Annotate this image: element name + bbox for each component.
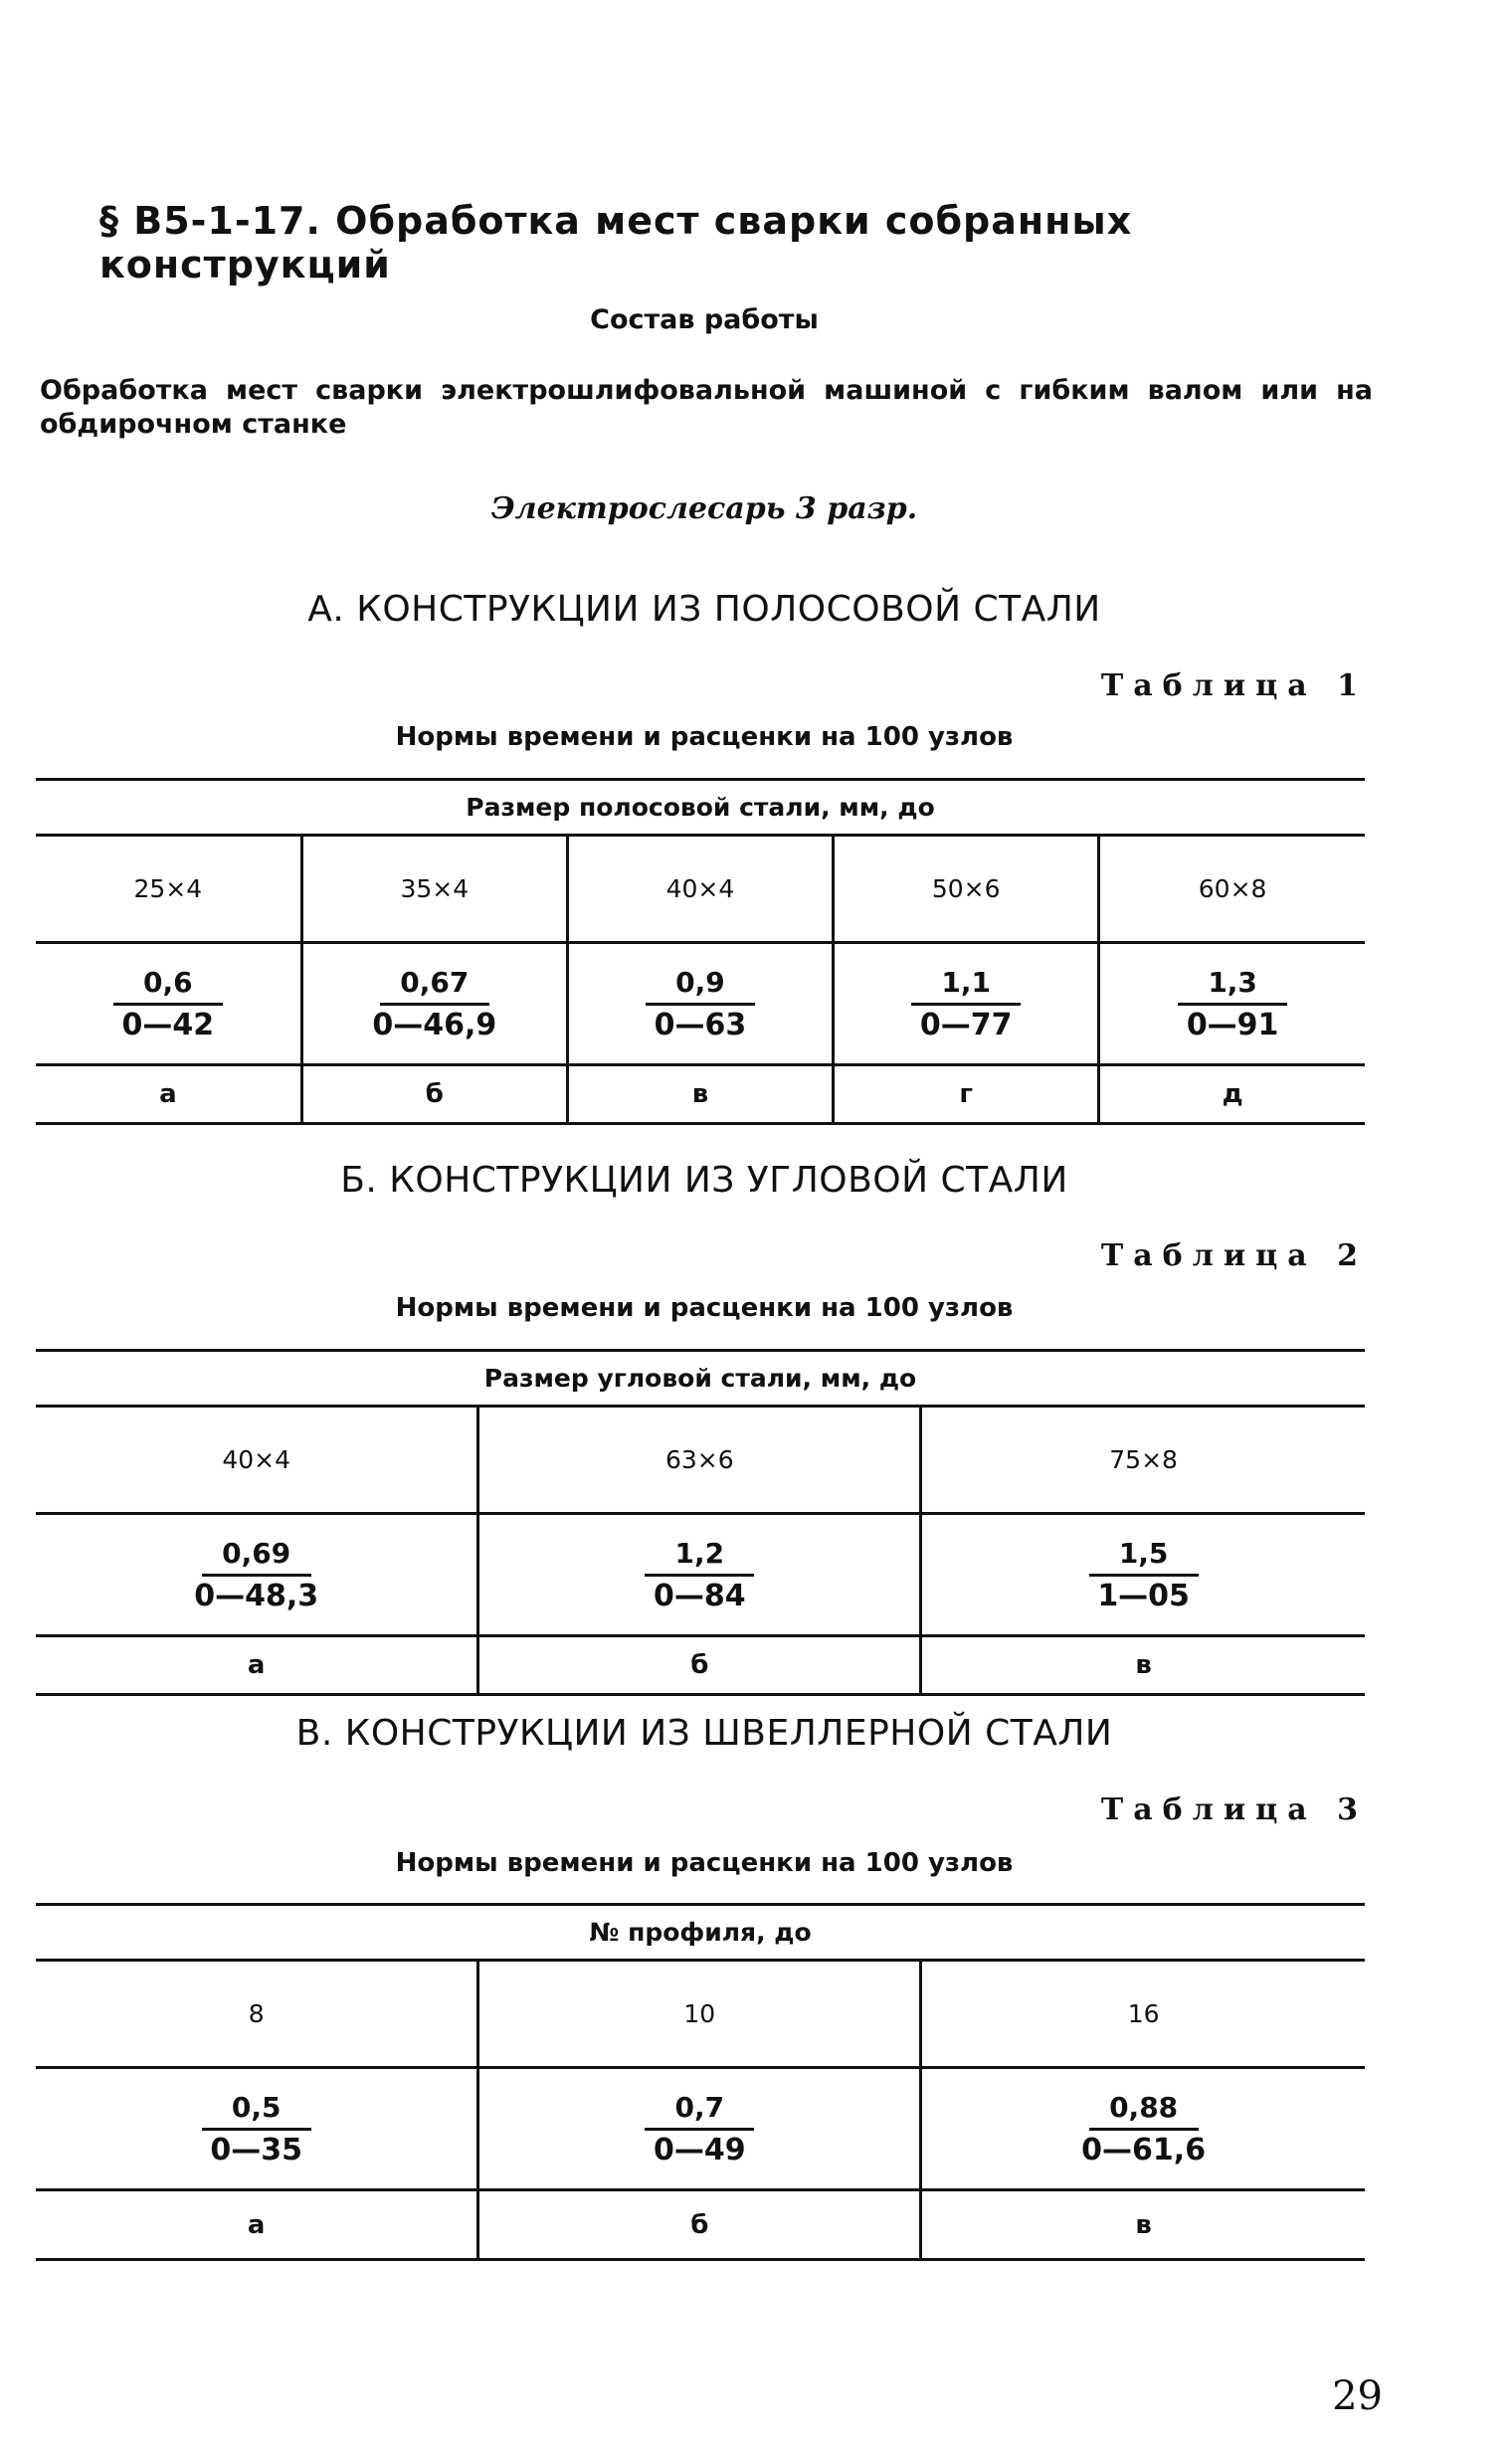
worker-grade: Электрослесарь 3 разр. (490, 491, 918, 526)
table-3-size: 16 (921, 1961, 1365, 2068)
price-rate: 0—46,9 (372, 1007, 497, 1042)
part-c-title: В. КОНСТРУКЦИИ ИЗ ШВЕЛЛЕРНОЙ СТАЛИ (295, 1713, 1113, 1754)
table-1-size: 25×4 (36, 836, 301, 943)
page-number: 29 (1332, 2373, 1383, 2419)
table-1-size: 50×6 (834, 836, 1099, 943)
table-1-letter: а (159, 1079, 177, 1109)
time-norm: 0,6 (143, 965, 193, 999)
table-1-letter: в (567, 1065, 833, 1124)
table-1-letter: г (834, 1065, 1099, 1124)
table-1-value (567, 943, 833, 1065)
time-norm: 0,9 (675, 965, 725, 999)
table-3-size: 8 (36, 1961, 478, 2068)
price-rate: 0—42 (121, 1007, 215, 1042)
table-1-size: 35×4 (301, 836, 567, 943)
table-2-size: 63×6 (478, 1407, 921, 1514)
table-2-letter: б (478, 1636, 921, 1695)
time-norm: 0,7 (674, 2090, 725, 2124)
table-2-label: Таблица 2 (1100, 1238, 1368, 1273)
table-1-value (301, 943, 567, 1065)
table-1-size: 60×8 (1099, 836, 1365, 943)
price-rate: 0—84 (654, 1578, 746, 1613)
price-rate: 1—05 (1097, 1578, 1190, 1613)
table-1-caption: Нормы времени и расценки на 100 узлов (395, 722, 1014, 752)
price-rate: 0—35 (210, 2132, 302, 2167)
part-a-title: А. КОНСТРУКЦИИ ИЗ ПОЛОСОВОЙ СТАЛИ (307, 589, 1101, 630)
table-2-header: Размер угловой стали, мм, до (36, 1351, 1365, 1407)
price-rate: 0—61,6 (1081, 2132, 1207, 2167)
table-1-size: 40×4 (567, 836, 833, 943)
table-2-letter: в (921, 1636, 1365, 1695)
table-3-value (36, 2068, 478, 2190)
table-3-caption: Нормы времени и расценки на 100 узлов (395, 1848, 1014, 1878)
price-rate: 0—48,3 (194, 1578, 319, 1613)
time-norm: 1,2 (674, 1536, 725, 1570)
table-1-value (834, 943, 1099, 1065)
time-norm: 0,88 (1109, 2090, 1179, 2124)
price-rate: 0—63 (654, 1007, 747, 1042)
table-1 (36, 778, 1365, 1125)
table-2-value (921, 1514, 1365, 1636)
table-2-caption: Нормы времени и расценки на 100 узлов (395, 1293, 1014, 1323)
table-1-value (1099, 943, 1365, 1065)
table-3-value (478, 2068, 921, 2190)
table-2-letter: а (247, 1650, 266, 1680)
table-1-value (36, 943, 301, 1065)
section-heading: § В5-1-17. Обработка мест сварки собранных конструкций (99, 199, 1133, 286)
price-rate: 0—91 (1186, 1007, 1279, 1042)
table-2-size: 75×8 (921, 1407, 1365, 1514)
work-composition-title: Состав работы (590, 304, 819, 335)
part-b-title: Б. КОНСТРУКЦИИ ИЗ УГЛОВОЙ СТАЛИ (340, 1160, 1068, 1201)
table-2-value (478, 1514, 921, 1636)
table-3 (36, 1903, 1365, 2261)
table-3-header: № профиля, до (36, 1905, 1365, 1961)
time-norm: 0,69 (222, 1536, 291, 1570)
table-3-letter: в (921, 2190, 1365, 2260)
table-3-letter: б (478, 2190, 921, 2260)
table-1-letter: д (1099, 1065, 1365, 1124)
time-norm: 1,5 (1118, 1536, 1169, 1570)
table-1-letter: б (301, 1065, 567, 1124)
price-rate: 0—77 (919, 1007, 1013, 1042)
table-2-size: 40×4 (36, 1407, 478, 1514)
price-rate: 0—49 (654, 2132, 746, 2167)
time-norm: 0,67 (400, 965, 470, 999)
table-3-label: Таблица 3 (1100, 1792, 1368, 1827)
time-norm: 1,3 (1208, 965, 1257, 999)
table-2-value (36, 1514, 478, 1636)
table-3-value (921, 2068, 1365, 2190)
table-2 (36, 1349, 1365, 1696)
table-3-letter: а (247, 2209, 266, 2240)
table-3-size: 10 (478, 1961, 921, 2068)
time-norm: 0,5 (231, 2090, 282, 2124)
table-1-header: Размер полосовой стали, мм, до (36, 780, 1365, 836)
time-norm: 1,1 (941, 965, 991, 999)
table-1-label: Таблица 1 (1100, 668, 1368, 703)
work-description: Обработка мест сварки электрошлифовальной машиной с гибким валом или на обдирочном станке (40, 375, 1373, 440)
